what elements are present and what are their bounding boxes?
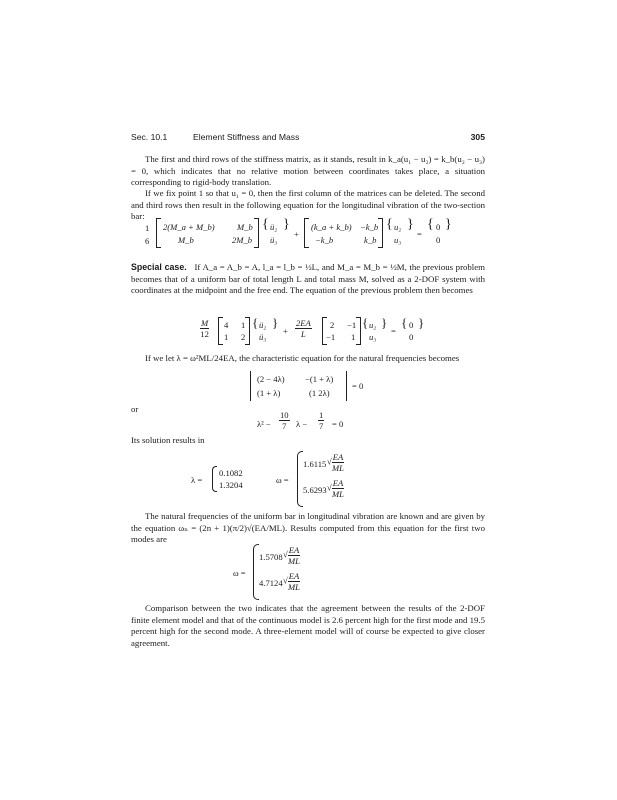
bracket	[218, 317, 223, 345]
stiff-k12: −k_b	[360, 222, 379, 232]
section-number: Sec. 10.1	[131, 132, 168, 142]
paragraph-comparison: Comparison between the two indicates that the agreement between the results of the 2-DOF finite element model and that of the continuous model is 2.6 percent high for the first mode and 19.5 percent high for the second mode. A three-element model will of course be expected to give closer agreement.	[131, 603, 485, 648]
eq1-coef-num: 1	[145, 223, 150, 233]
paragraph-special-case	[131, 262, 485, 297]
mass-m21: M_b	[178, 235, 194, 245]
or-label: or	[131, 404, 139, 414]
mass-m22: 2M_b	[232, 235, 253, 245]
eq1-coef-den: 6	[145, 236, 150, 246]
bracket	[156, 218, 161, 248]
solution-label: Its solution results in	[131, 435, 205, 445]
bracket	[356, 317, 361, 345]
paragraph-lambda-def: If we let λ = ω²ML/24EA, the characteristic equation for the natural frequencies becomes	[145, 353, 460, 363]
zero: 0	[436, 235, 441, 245]
page-number: 305	[470, 132, 485, 142]
paragraph-rigid-body: The first and third rows of the stiffness matrix, as it stands, result in k_a(u₁ − u₂) = k_b(u₂ − u₃) = 0, which indicates that no relative motion between coordinates takes place, a situation corresponding to rigid-body translation.	[131, 154, 485, 187]
special-case-text: If A_a = A_b = A, l_a = l_b = ½L, and M_a = M_b = ½M, the previous problem becomes that of a uniform bar of total length L and total mass M, solved as a 2-DOF system with coordinates at the midpoint and the free end. The equation of the previous problem then becomes	[131, 262, 485, 295]
bracket	[254, 218, 259, 248]
stiff-k21: −k_b	[315, 235, 334, 245]
stiff-k22: k_b	[364, 235, 377, 245]
bracket	[378, 218, 383, 248]
zero: 0	[436, 222, 441, 232]
acc-u2: ü₂	[270, 222, 278, 232]
mass-m12: M_b	[237, 222, 253, 232]
disp-u3: u₃	[394, 235, 402, 245]
paragraph-exact-frequencies: The natural frequencies of the uniform bar in longitudinal vibration are known and are given by the equation ωₙ = (2n + 1)(π/2)√(EA/ML). Results computed from this equation for the first two modes are	[131, 511, 485, 544]
section-title: Element Stiffness and Mass	[193, 132, 300, 142]
disp-u2: u₂	[394, 222, 402, 232]
bracket	[245, 317, 250, 345]
eq2-den: 12	[200, 329, 209, 339]
paragraph-fix-point: If we fix point 1 so that u₁ = 0, then the first column of the matrices can be deleted. The second and third rows then result in the following equation for the longitudinal vibration of the two-section bar:	[131, 188, 485, 221]
mass-m11: 2(M_a + M_b)	[163, 222, 215, 232]
special-case-label: Special case.	[131, 262, 187, 272]
bracket	[304, 218, 309, 248]
stiff-k11: (k_a + k_b)	[311, 222, 352, 232]
acc-u3: ü₃	[270, 235, 278, 245]
eq2-coef: M	[201, 318, 209, 328]
